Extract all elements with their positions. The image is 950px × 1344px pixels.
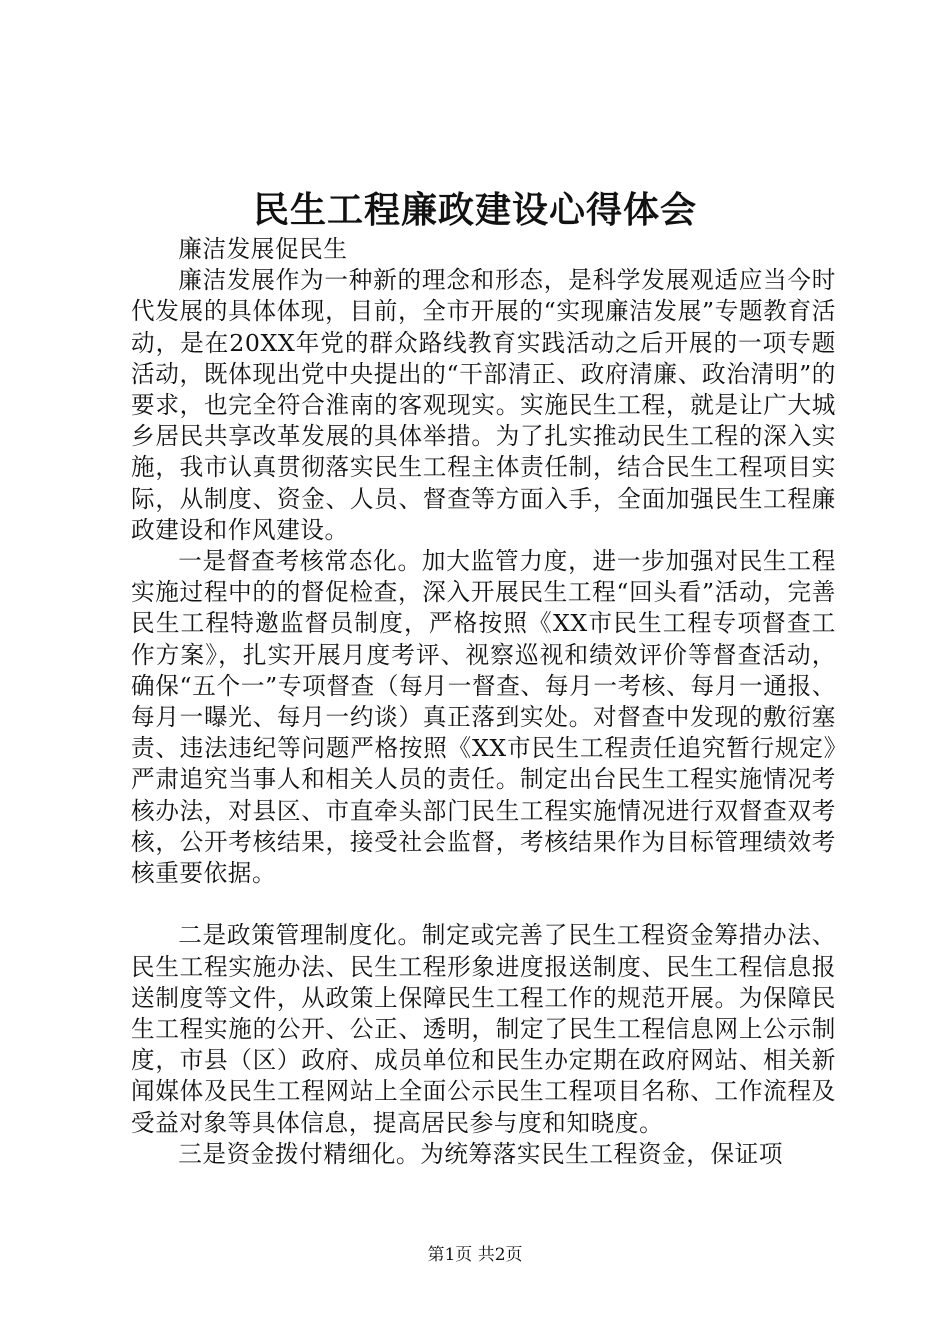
page-number-footer: 第1页 共2页 — [427, 1245, 523, 1265]
paragraph-point-1: 一是督查考核常态化。加大监管力度，进一步加强对民生工程实施过程中的的督促检查，深入开展民生工程“回头看”活动，完善民生工程特邀监督员制度，严格按照《XX市民生工程专项督查工作方案》，扎实开展月度考评、视察巡视和绩效评价等督查活动，确保“五个一”专项督查（每月一督查、每月一考核、每月一通报、每月一曝光、每月一约谈）真正落到实处。对督查中发现的敷衍塞责、违法违纪等问题严格按照《XX市民生工程责任追究暂行规定》严肃追究当事人和相关人员的责任。制定出台民生工程实施情况考核办法，对县区、市直牵头部门民生工程实施情况进行双督查双考核，公开考核结果，接受社会监督，考核结果作为目标管理绩效考核重要依据。 — [131, 547, 836, 888]
paragraph-point-2: 二是政策管理制度化。制定或完善了民生工程资金筹措办法、民生工程实施办法、民生工程形象进度报送制度、民生工程信息报送制度等文件，从政策上保障民生工程工作的规范开展。为保障民生工程实施的公开、公正、透明，制定了民生工程信息网上公示制度，市县（区）政府、成员单位和民生办定期在政府网站、相关新闻媒体及民生工程网站上全面公示民生工程项目名称、工作流程及受益对象等具体信息，提高居民参与度和知晓度。 — [131, 921, 836, 1137]
paragraph-intro: 廉洁发展作为一种新的理念和形态，是科学发展观适应当今时代发展的具体体现，目前，全市开展的“实现廉洁发展”专题教育活动，是在20XX年党的群众路线教育实践活动之后开展的一项专题活动，既体现出党中央提出的“干部清正、政府清廉、政治清明”的要求，也完全符合淮南的客观现实。实施民生工程，就是让广大城乡居民共享改革发展的具体举措。为了扎实推动民生工程的深入实施，我市认真贯彻落实民生工程主体责任制，结合民生工程项目实际，从制度、资金、人员、督查等方面入手，全面加强民生工程廉政建设和作风建设。 — [131, 266, 836, 544]
document-title: 民生工程廉政建设心得体会 — [252, 189, 697, 231]
paragraph-point-3: 三是资金拨付精细化。为统筹落实民生工程资金，保证项 — [178, 1139, 784, 1168]
document-body — [131, 234, 836, 1170]
paragraph-subtitle: 廉洁发展促民生 — [178, 235, 348, 263]
